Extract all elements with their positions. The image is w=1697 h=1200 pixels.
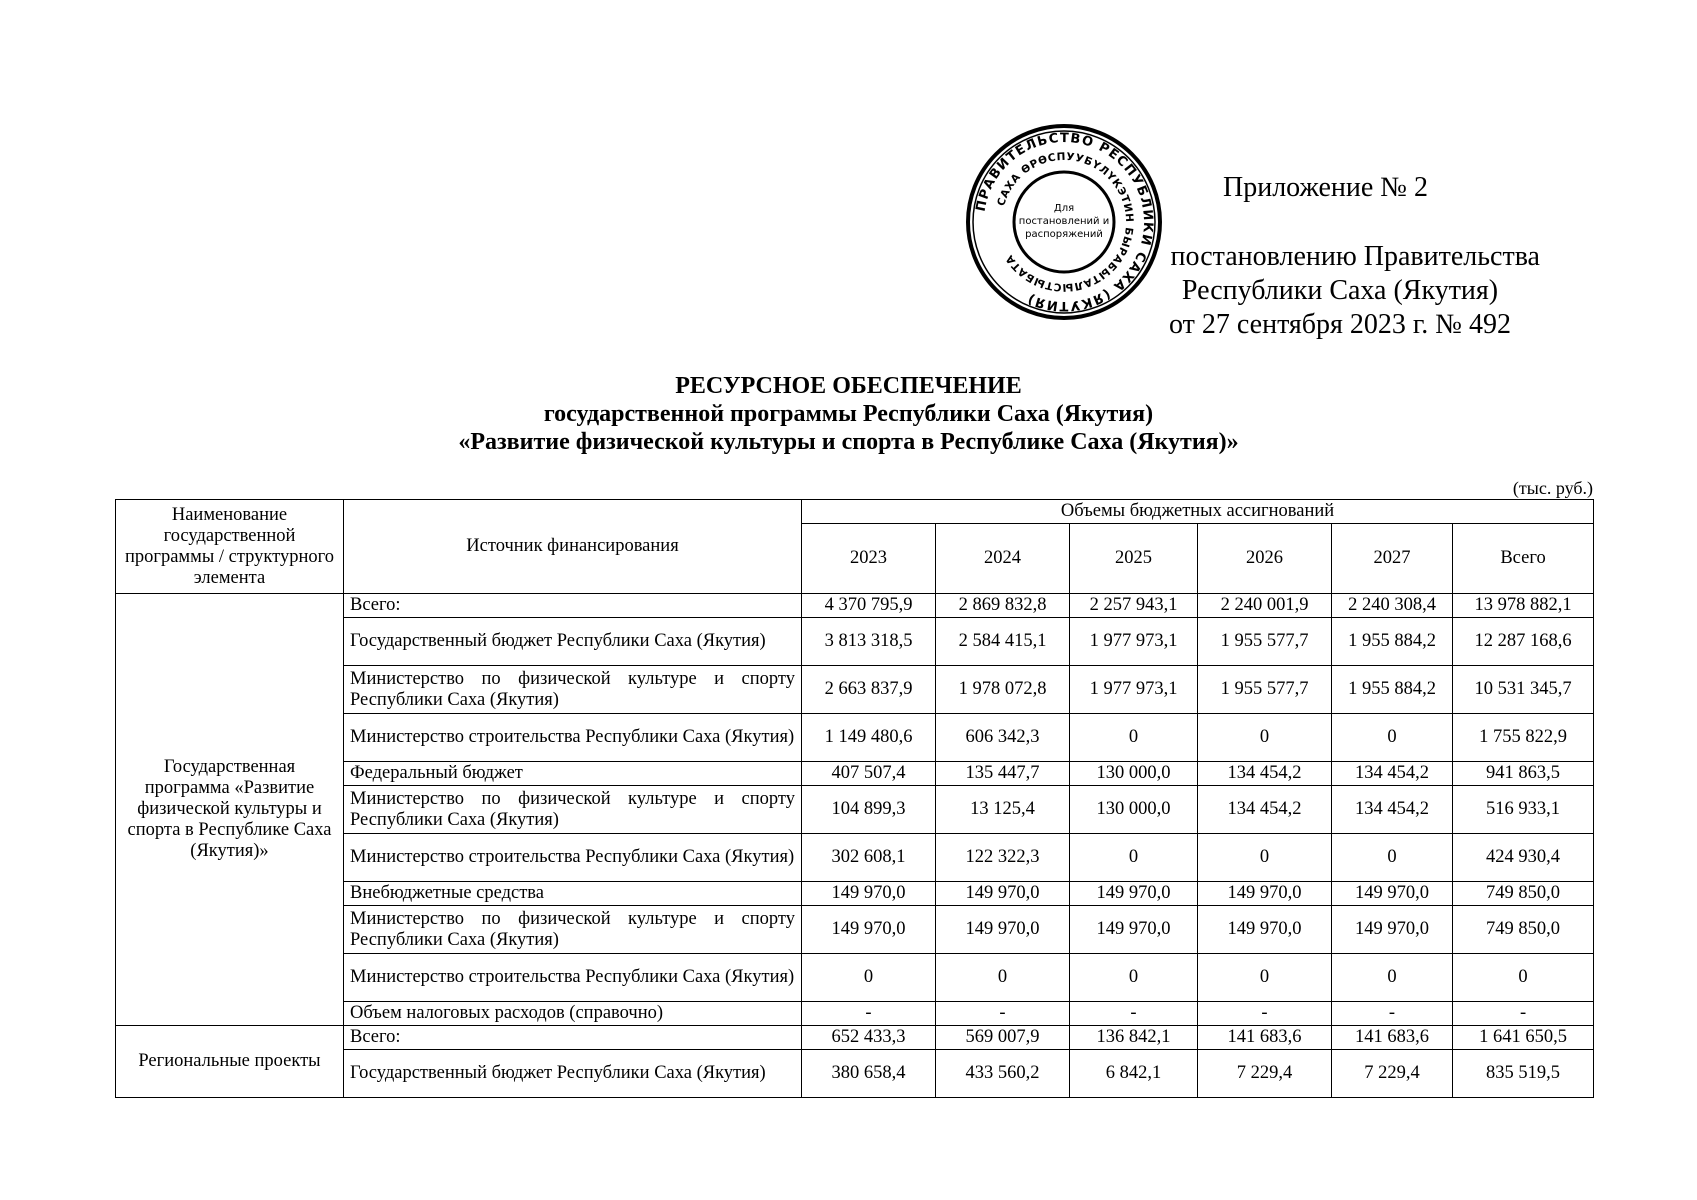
seal-center-line-2: постановлений и xyxy=(1018,216,1110,227)
value-cell: 424 930,4 xyxy=(1453,834,1594,882)
value-cell: 141 683,6 xyxy=(1198,1026,1332,1050)
value-cell: 130 000,0 xyxy=(1070,762,1198,786)
header-year: 2024 xyxy=(936,524,1070,594)
value-cell: 941 863,5 xyxy=(1453,762,1594,786)
appendix-date-line: от 27 сентября 2023 г. № 492 xyxy=(1169,309,1511,340)
value-cell: 149 970,0 xyxy=(936,882,1070,906)
funding-source-cell: Государственный бюджет Республики Саха (Якутия) xyxy=(344,618,802,666)
value-cell: - xyxy=(936,1002,1070,1026)
value-cell: 134 454,2 xyxy=(1332,786,1453,834)
header-year: 2026 xyxy=(1198,524,1332,594)
value-cell: 0 xyxy=(1198,714,1332,762)
value-cell: 149 970,0 xyxy=(1070,906,1198,954)
value-cell: 134 454,2 xyxy=(1198,786,1332,834)
document-title xyxy=(0,372,1697,456)
value-cell: 0 xyxy=(1332,834,1453,882)
value-cell: 4 370 795,9 xyxy=(802,594,936,618)
value-cell: 835 519,5 xyxy=(1453,1050,1594,1098)
value-cell: 104 899,3 xyxy=(802,786,936,834)
value-cell: 2 869 832,8 xyxy=(936,594,1070,618)
value-cell: 407 507,4 xyxy=(802,762,936,786)
value-cell: 1 955 884,2 xyxy=(1332,618,1453,666)
funding-source-cell: Министерство строительства Республики Саха (Якутия) xyxy=(344,714,802,762)
value-cell: 134 454,2 xyxy=(1332,762,1453,786)
official-seal-icon xyxy=(964,122,1164,322)
value-cell: 1 955 577,7 xyxy=(1198,666,1332,714)
header-volumes: Объемы бюджетных ассигнований xyxy=(802,500,1594,524)
value-cell: 13 125,4 xyxy=(936,786,1070,834)
program-name-cell: Региональные проекты xyxy=(116,1026,344,1098)
value-cell: 2 240 001,9 xyxy=(1198,594,1332,618)
funding-source-cell: Государственный бюджет Республики Саха (Якутия) xyxy=(344,1050,802,1098)
value-cell: 134 454,2 xyxy=(1198,762,1332,786)
funding-source-cell: Внебюджетные средства xyxy=(344,882,802,906)
value-cell: 10 531 345,7 xyxy=(1453,666,1594,714)
title-line-1: РЕСУРСНОЕ ОБЕСПЕЧЕНИЕ xyxy=(675,373,1022,399)
value-cell: 136 842,1 xyxy=(1070,1026,1198,1050)
value-cell: 149 970,0 xyxy=(1198,882,1332,906)
value-cell: 606 342,3 xyxy=(936,714,1070,762)
value-cell: 149 970,0 xyxy=(936,906,1070,954)
value-cell: 149 970,0 xyxy=(802,906,936,954)
value-cell: 141 683,6 xyxy=(1332,1026,1453,1050)
value-cell: 135 447,7 xyxy=(936,762,1070,786)
value-cell: 1 641 650,5 xyxy=(1453,1026,1594,1050)
value-cell: 0 xyxy=(1332,954,1453,1002)
value-cell: 569 007,9 xyxy=(936,1026,1070,1050)
value-cell: 7 229,4 xyxy=(1332,1050,1453,1098)
title-line-2: государственной программы Республики Саха (Якутия) xyxy=(543,401,1154,427)
value-cell: - xyxy=(1070,1002,1198,1026)
value-cell: 6 842,1 xyxy=(1070,1050,1198,1098)
value-cell: - xyxy=(1453,1002,1594,1026)
value-cell: 2 240 308,4 xyxy=(1332,594,1453,618)
seal-outer-text: ПРАВИТЕЛЬСТВО РЕСПУБЛИКИ САХА (ЯКУТИЯ) xyxy=(973,130,1156,314)
seal-center-line-1: Для xyxy=(1053,203,1075,214)
value-cell: 1 755 822,9 xyxy=(1453,714,1594,762)
value-cell: 749 850,0 xyxy=(1453,906,1594,954)
funding-source-cell: Всего: xyxy=(344,1026,802,1050)
value-cell: 1 955 884,2 xyxy=(1332,666,1453,714)
funding-source-cell: Министерство по физической культуре и спорту Республики Саха (Якутия) xyxy=(344,786,802,834)
appendix-resolution-line: постановлению Правительства xyxy=(1170,241,1540,272)
value-cell: 0 xyxy=(1070,714,1198,762)
title-line-3: «Развитие физической культуры и спорта в Республике Саха (Якутия)» xyxy=(458,429,1239,455)
header-year: 2025 xyxy=(1070,524,1198,594)
value-cell: 2 663 837,9 xyxy=(802,666,936,714)
value-cell: 1 977 973,1 xyxy=(1070,666,1198,714)
funding-source-cell: Министерство по физической культуре и спорту Республики Саха (Якутия) xyxy=(344,906,802,954)
budget-table xyxy=(115,499,1594,1098)
seal-center-line-3: распоряжений xyxy=(1025,229,1103,240)
header-source-col: Источник финансирования xyxy=(344,500,802,594)
value-cell: 516 933,1 xyxy=(1453,786,1594,834)
value-cell: 122 322,3 xyxy=(936,834,1070,882)
appendix-title: Приложение № 2 xyxy=(1223,172,1428,203)
header-year: 2027 xyxy=(1332,524,1453,594)
header-name-col: Наименование государственной программы / структурного элемента xyxy=(116,500,344,594)
value-cell: 3 813 318,5 xyxy=(802,618,936,666)
value-cell: 0 xyxy=(1070,834,1198,882)
value-cell: 149 970,0 xyxy=(1070,882,1198,906)
value-cell: 0 xyxy=(1198,834,1332,882)
value-cell: 0 xyxy=(1453,954,1594,1002)
value-cell: 130 000,0 xyxy=(1070,786,1198,834)
value-cell: 149 970,0 xyxy=(1198,906,1332,954)
value-cell: - xyxy=(1332,1002,1453,1026)
funding-source-cell: Всего: xyxy=(344,594,802,618)
value-cell: 0 xyxy=(936,954,1070,1002)
value-cell: 149 970,0 xyxy=(1332,882,1453,906)
value-cell: 1 149 480,6 xyxy=(802,714,936,762)
value-cell: - xyxy=(1198,1002,1332,1026)
value-cell: 12 287 168,6 xyxy=(1453,618,1594,666)
value-cell: 433 560,2 xyxy=(936,1050,1070,1098)
funding-source-cell: Объем налоговых расходов (справочно) xyxy=(344,1002,802,1026)
header-year: 2023 xyxy=(802,524,936,594)
value-cell: 0 xyxy=(1332,714,1453,762)
value-cell: 0 xyxy=(1198,954,1332,1002)
value-cell: 2 584 415,1 xyxy=(936,618,1070,666)
value-cell: 0 xyxy=(802,954,936,1002)
units-label: (тыс. руб.) xyxy=(1512,478,1593,498)
value-cell: 1 978 072,8 xyxy=(936,666,1070,714)
value-cell: 652 433,3 xyxy=(802,1026,936,1050)
header-total: Всего xyxy=(1453,524,1594,594)
table-row xyxy=(116,1026,1594,1050)
value-cell: 149 970,0 xyxy=(1332,906,1453,954)
program-name-cell: Государственная программа «Развитие физической культуры и спорта в Республике Саха (Якутия)» xyxy=(116,594,344,1026)
value-cell: 0 xyxy=(1070,954,1198,1002)
seal-inner-ring-text: САХА ӨРӨСПУУБҮЛҮКЭТИН БЫРАБЫТАЛЫСТЫБАТА xyxy=(995,150,1136,294)
table-row xyxy=(116,594,1594,618)
value-cell: 302 608,1 xyxy=(802,834,936,882)
value-cell: 149 970,0 xyxy=(802,882,936,906)
funding-source-cell: Федеральный бюджет xyxy=(344,762,802,786)
table-body xyxy=(116,594,1594,1098)
value-cell: 380 658,4 xyxy=(802,1050,936,1098)
value-cell: 7 229,4 xyxy=(1198,1050,1332,1098)
funding-source-cell: Министерство по физической культуре и спорту Республики Саха (Якутия) xyxy=(344,666,802,714)
value-cell: 13 978 882,1 xyxy=(1453,594,1594,618)
value-cell: 1 977 973,1 xyxy=(1070,618,1198,666)
value-cell: 749 850,0 xyxy=(1453,882,1594,906)
funding-source-cell: Министерство строительства Республики Саха (Якутия) xyxy=(344,834,802,882)
funding-source-cell: Министерство строительства Республики Саха (Якутия) xyxy=(344,954,802,1002)
value-cell: 1 955 577,7 xyxy=(1198,618,1332,666)
appendix-government-line: Республики Саха (Якутия) xyxy=(1181,275,1499,306)
value-cell: 2 257 943,1 xyxy=(1070,594,1198,618)
value-cell: - xyxy=(802,1002,936,1026)
